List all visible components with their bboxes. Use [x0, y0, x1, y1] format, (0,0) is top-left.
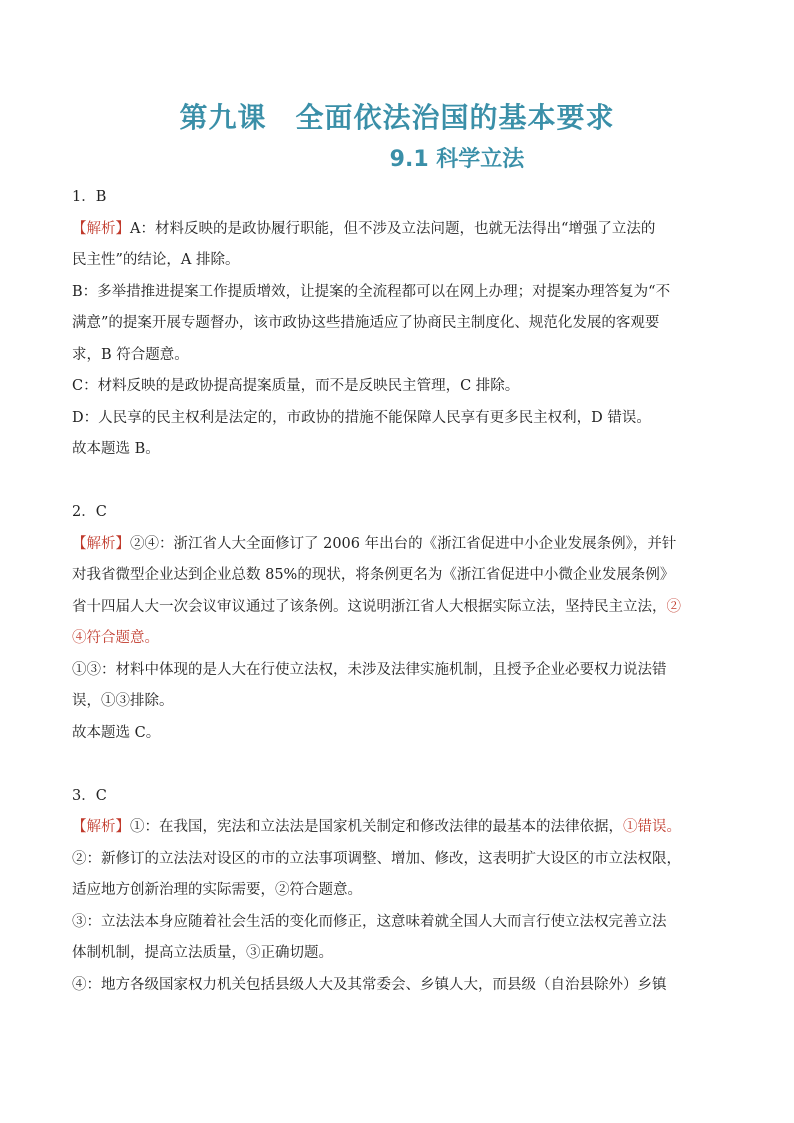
q2-line-4: ④符合题意。: [72, 630, 159, 646]
q1-line-6: C：材料反映的是政协提高提案质量，而不是反映民主管理，C 排除。: [72, 378, 520, 394]
q3-answer: 3．C: [72, 787, 107, 804]
answer-body: [72, 182, 724, 1001]
q1-line-2: 民主性”的结论，A 排除。: [72, 252, 240, 268]
analysis-tag: 【解析】: [72, 819, 130, 835]
q1-answer: 1．B: [72, 189, 107, 205]
q2-line-5: ①③：材料中体现的是人大在行使立法权，未涉及法律实施机制，且授予企业必要权力说法错: [72, 661, 667, 678]
q3-line-5: 体制机制，提高立法质量，③正确切题。: [72, 945, 333, 961]
q1-line-5: 求，B 符合题意。: [72, 346, 189, 363]
q3-line-4: ③：立法法本身应随着社会生活的变化而修正，这意味着就全国人大而言行使立法权完善立法: [72, 913, 667, 930]
q3-line-3: 适应地方创新治理的实际需要，②符合题意。: [72, 882, 362, 898]
q3-line-2: ②：新修订的立法法对设区的市的立法事项调整、增加、修改，这表明扩大设区的市立法权限，: [72, 850, 681, 867]
analysis-tag: 【解析】: [72, 220, 130, 237]
q1-line-8: 故本题选 B。: [72, 441, 160, 457]
q2-line-2: 对我省微型企业达到企业总数 85%的现状，将条例更名为《浙江省促进中小微企业发展条例》: [72, 567, 675, 583]
section-title: 9.1 科学立法: [389, 147, 525, 172]
q2-answer: 2．C: [72, 504, 107, 520]
q1-line-3: B：多举措推进提案工作提质增效，让提案的全流程都可以在网上办理；对提案办理答复为“不: [72, 283, 671, 300]
q2-line-6: 误，①③排除。: [72, 693, 174, 709]
q2-line-1: 【解析】②④：浙江省人大全面修订了 2006 年出台的《浙江省促进中小企业发展条例》，并针: [72, 535, 677, 552]
q1-line-4: 满意”的提案开展专题督办，该市政协这些措施适应了协商民主制度化、规范化发展的客观要: [72, 315, 660, 331]
q3-line-1: 【解析】①：在我国，宪法和立法法是国家机关制定和修改法律的最基本的法律依据，①错误。: [72, 819, 681, 835]
q1-line-1: 【解析】A：材料反映的是政协履行职能，但不涉及立法问题，也就无法得出“增强了立法的: [72, 220, 656, 237]
analysis-tag: 【解析】: [72, 535, 130, 552]
q2-line-3: 省十四届人大一次会议审议通过了该条例。这说明浙江省人大根据实际立法，坚持民主立法，②: [72, 598, 681, 615]
q2-line-7: 故本题选 C。: [72, 724, 161, 741]
q1-line-7: D：人民享的民主权利是法定的，市政协的措施不能保障人民享有更多民主权利，D 错误。: [72, 409, 651, 426]
page-title: 第九课 全面依法治国的基本要求: [179, 101, 615, 134]
q3-line-6: ④：地方各级国家权力机关包括县级人大及其常委会、乡镇人大，而县级（自治县除外）乡镇: [72, 976, 667, 993]
